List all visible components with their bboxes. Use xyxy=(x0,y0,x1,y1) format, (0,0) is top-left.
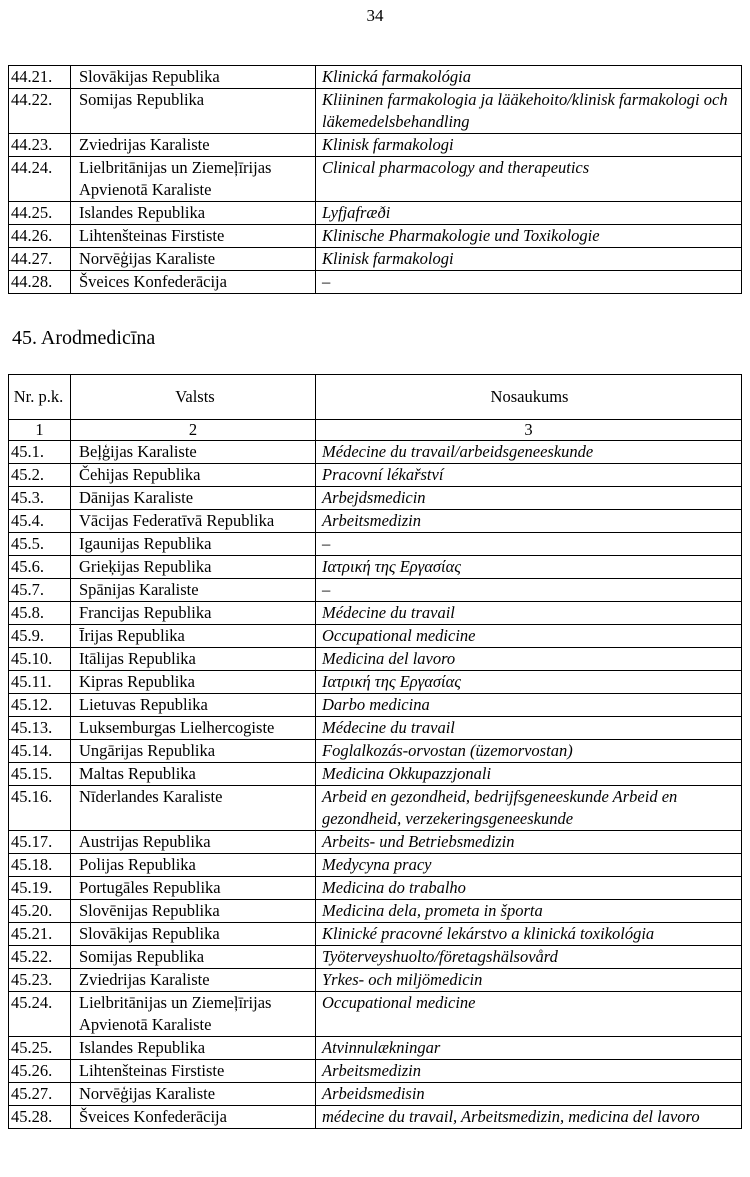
table-row xyxy=(9,877,742,900)
row-country: Lihtenšteinas Firstiste xyxy=(71,1060,316,1083)
row-number: 45.21. xyxy=(9,923,71,946)
row-number: 45.2. xyxy=(9,464,71,487)
row-number: 45.12. xyxy=(9,694,71,717)
row-specialty-title: Arbeitsmedizin xyxy=(316,510,742,533)
table-row xyxy=(9,157,742,202)
row-number: 45.5. xyxy=(9,533,71,556)
specialty-table-44 xyxy=(8,65,742,294)
row-number: 44.28. xyxy=(9,271,71,294)
row-country: Nīderlandes Karaliste xyxy=(71,786,316,831)
row-country: Somijas Republika xyxy=(71,89,316,134)
table-row xyxy=(9,671,742,694)
table-row xyxy=(9,946,742,969)
row-country: Spānijas Karaliste xyxy=(71,579,316,602)
table-row xyxy=(9,134,742,157)
table-row xyxy=(9,625,742,648)
table-row xyxy=(9,248,742,271)
row-number: 45.9. xyxy=(9,625,71,648)
row-country: Itālijas Republika xyxy=(71,648,316,671)
row-specialty-title: médecine du travail, Arbeitsmedizin, medicina del lavoro xyxy=(316,1106,742,1129)
row-country: Somijas Republika xyxy=(71,946,316,969)
row-number: 44.23. xyxy=(9,134,71,157)
row-specialty-title: Ιατρική της Εργασίας xyxy=(316,556,742,579)
row-number: 45.15. xyxy=(9,763,71,786)
row-country: Īrijas Republika xyxy=(71,625,316,648)
table-index-row xyxy=(9,420,742,441)
row-country: Lihtenšteinas Firstiste xyxy=(71,225,316,248)
row-country: Dānijas Karaliste xyxy=(71,487,316,510)
row-country: Norvēģijas Karaliste xyxy=(71,1083,316,1106)
row-specialty-title: Medycyna pracy xyxy=(316,854,742,877)
row-number: 45.25. xyxy=(9,1037,71,1060)
row-country: Islandes Republika xyxy=(71,1037,316,1060)
row-country: Slovēnijas Republika xyxy=(71,900,316,923)
table-row xyxy=(9,271,742,294)
row-specialty-title: Foglalkozás-orvostan (üzemorvostan) xyxy=(316,740,742,763)
row-number: 45.16. xyxy=(9,786,71,831)
row-specialty-title: – xyxy=(316,579,742,602)
row-country: Slovākijas Republika xyxy=(71,66,316,89)
row-country: Slovākijas Republika xyxy=(71,923,316,946)
row-specialty-title: Arbeits- und Betriebsmedizin xyxy=(316,831,742,854)
index-col-3: 3 xyxy=(316,420,742,441)
table-row xyxy=(9,694,742,717)
table-row xyxy=(9,1060,742,1083)
row-specialty-title: Arbejdsmedicin xyxy=(316,487,742,510)
row-country: Igaunijas Republika xyxy=(71,533,316,556)
section-heading: 45. Arodmedicīna xyxy=(12,327,156,349)
row-specialty-title: Klinisk farmakologi xyxy=(316,248,742,271)
table-row xyxy=(9,66,742,89)
table-header-row xyxy=(9,375,742,420)
table-row xyxy=(9,717,742,740)
row-specialty-title: Medicina dela, prometa in športa xyxy=(316,900,742,923)
row-specialty-title: Médecine du travail xyxy=(316,602,742,625)
row-specialty-title: Klinisk farmakologi xyxy=(316,134,742,157)
row-country: Francijas Republika xyxy=(71,602,316,625)
table-row xyxy=(9,1037,742,1060)
row-country: Lietuvas Republika xyxy=(71,694,316,717)
table-row xyxy=(9,740,742,763)
header-country: Valsts xyxy=(71,375,316,420)
row-specialty-title: Yrkes- och miljömedicin xyxy=(316,969,742,992)
row-specialty-title: Medicina do trabalho xyxy=(316,877,742,900)
row-number: 45.6. xyxy=(9,556,71,579)
row-number: 45.10. xyxy=(9,648,71,671)
row-number: 45.14. xyxy=(9,740,71,763)
row-number: 44.26. xyxy=(9,225,71,248)
row-country: Lielbritānijas un Ziemeļīrijas Apvienotā Karaliste xyxy=(71,157,316,202)
row-number: 45.24. xyxy=(9,992,71,1037)
row-country: Ungārijas Republika xyxy=(71,740,316,763)
row-number: 44.27. xyxy=(9,248,71,271)
row-specialty-title: Occupational medicine xyxy=(316,992,742,1037)
row-specialty-title: Lyfjafræði xyxy=(316,202,742,225)
table-row xyxy=(9,900,742,923)
row-specialty-title: – xyxy=(316,271,742,294)
row-specialty-title: Arbeitsmedizin xyxy=(316,1060,742,1083)
table-row xyxy=(9,533,742,556)
row-number: 45.19. xyxy=(9,877,71,900)
table-row xyxy=(9,556,742,579)
table-row xyxy=(9,579,742,602)
row-country: Luksemburgas Lielhercogiste xyxy=(71,717,316,740)
table-row xyxy=(9,831,742,854)
row-number: 45.7. xyxy=(9,579,71,602)
row-country: Lielbritānijas un Ziemeļīrijas Apvienotā Karaliste xyxy=(71,992,316,1037)
table-45-body xyxy=(9,441,742,1129)
row-specialty-title: Arbeid en gezondheid, bedrijfsgeneeskunde Arbeid en gezondheid, verzekeringsgeneeskunde xyxy=(316,786,742,831)
table-row xyxy=(9,854,742,877)
row-number: 44.21. xyxy=(9,66,71,89)
index-col-1: 1 xyxy=(9,420,71,441)
table-row xyxy=(9,89,742,134)
row-country: Grieķijas Republika xyxy=(71,556,316,579)
table-row xyxy=(9,923,742,946)
row-specialty-title: Kliininen farmakologia ja lääkehoito/klinisk farmakologi och läkemedelsbehandling xyxy=(316,89,742,134)
row-country: Portugāles Republika xyxy=(71,877,316,900)
table-row xyxy=(9,648,742,671)
row-specialty-title: Ιατρική της Εργασίας xyxy=(316,671,742,694)
row-number: 44.24. xyxy=(9,157,71,202)
row-country: Vācijas Federatīvā Republika xyxy=(71,510,316,533)
table-row xyxy=(9,763,742,786)
row-specialty-title: Klinické pracovné lekárstvo a klinická toxikológia xyxy=(316,923,742,946)
row-specialty-title: Työterveyshuolto/företagshälsovård xyxy=(316,946,742,969)
row-number: 45.28. xyxy=(9,1106,71,1129)
row-number: 45.23. xyxy=(9,969,71,992)
row-number: 45.22. xyxy=(9,946,71,969)
row-specialty-title: Arbeidsmedisin xyxy=(316,1083,742,1106)
row-country: Zviedrijas Karaliste xyxy=(71,134,316,157)
row-country: Polijas Republika xyxy=(71,854,316,877)
table-row xyxy=(9,786,742,831)
row-specialty-title: Occupational medicine xyxy=(316,625,742,648)
row-country: Norvēģijas Karaliste xyxy=(71,248,316,271)
index-col-2: 2 xyxy=(71,420,316,441)
row-specialty-title: Medicina del lavoro xyxy=(316,648,742,671)
row-number: 45.27. xyxy=(9,1083,71,1106)
row-specialty-title: Atvinnulækningar xyxy=(316,1037,742,1060)
table-row xyxy=(9,510,742,533)
header-number: Nr. p.k. xyxy=(9,375,71,420)
row-country: Šveices Konfederācija xyxy=(71,271,316,294)
row-specialty-title: Médecine du travail/arbeidsgeneeskunde xyxy=(316,441,742,464)
row-country: Zviedrijas Karaliste xyxy=(71,969,316,992)
row-specialty-title: Clinical pharmacology and therapeutics xyxy=(316,157,742,202)
row-country: Austrijas Republika xyxy=(71,831,316,854)
row-country: Šveices Konfederācija xyxy=(71,1106,316,1129)
table-row xyxy=(9,992,742,1037)
table-row xyxy=(9,441,742,464)
row-specialty-title: Darbo medicina xyxy=(316,694,742,717)
row-specialty-title: Medicina Okkupazzjonali xyxy=(316,763,742,786)
page-number: 34 xyxy=(366,6,384,25)
table-row xyxy=(9,202,742,225)
row-number: 45.8. xyxy=(9,602,71,625)
table-row xyxy=(9,487,742,510)
row-country: Čehijas Republika xyxy=(71,464,316,487)
row-number: 44.22. xyxy=(9,89,71,134)
row-number: 45.18. xyxy=(9,854,71,877)
table-row xyxy=(9,1106,742,1129)
row-number: 45.20. xyxy=(9,900,71,923)
row-number: 45.11. xyxy=(9,671,71,694)
row-specialty-title: Klinische Pharmakologie und Toxikologie xyxy=(316,225,742,248)
row-number: 45.1. xyxy=(9,441,71,464)
row-number: 45.4. xyxy=(9,510,71,533)
row-country: Beļģijas Karaliste xyxy=(71,441,316,464)
table-row xyxy=(9,464,742,487)
row-country: Kipras Republika xyxy=(71,671,316,694)
row-number: 45.17. xyxy=(9,831,71,854)
row-country: Maltas Republika xyxy=(71,763,316,786)
specialty-table-45 xyxy=(8,374,742,1129)
row-number: 45.26. xyxy=(9,1060,71,1083)
row-country: Islandes Republika xyxy=(71,202,316,225)
row-number: 45.3. xyxy=(9,487,71,510)
table-44-body xyxy=(9,66,742,294)
row-number: 44.25. xyxy=(9,202,71,225)
table-row xyxy=(9,1083,742,1106)
row-specialty-title: Klinická farmakológia xyxy=(316,66,742,89)
row-specialty-title: Pracovní lékařství xyxy=(316,464,742,487)
row-specialty-title: Médecine du travail xyxy=(316,717,742,740)
row-number: 45.13. xyxy=(9,717,71,740)
table-row xyxy=(9,225,742,248)
table-row xyxy=(9,602,742,625)
row-specialty-title: – xyxy=(316,533,742,556)
header-title: Nosaukums xyxy=(316,375,742,420)
table-row xyxy=(9,969,742,992)
